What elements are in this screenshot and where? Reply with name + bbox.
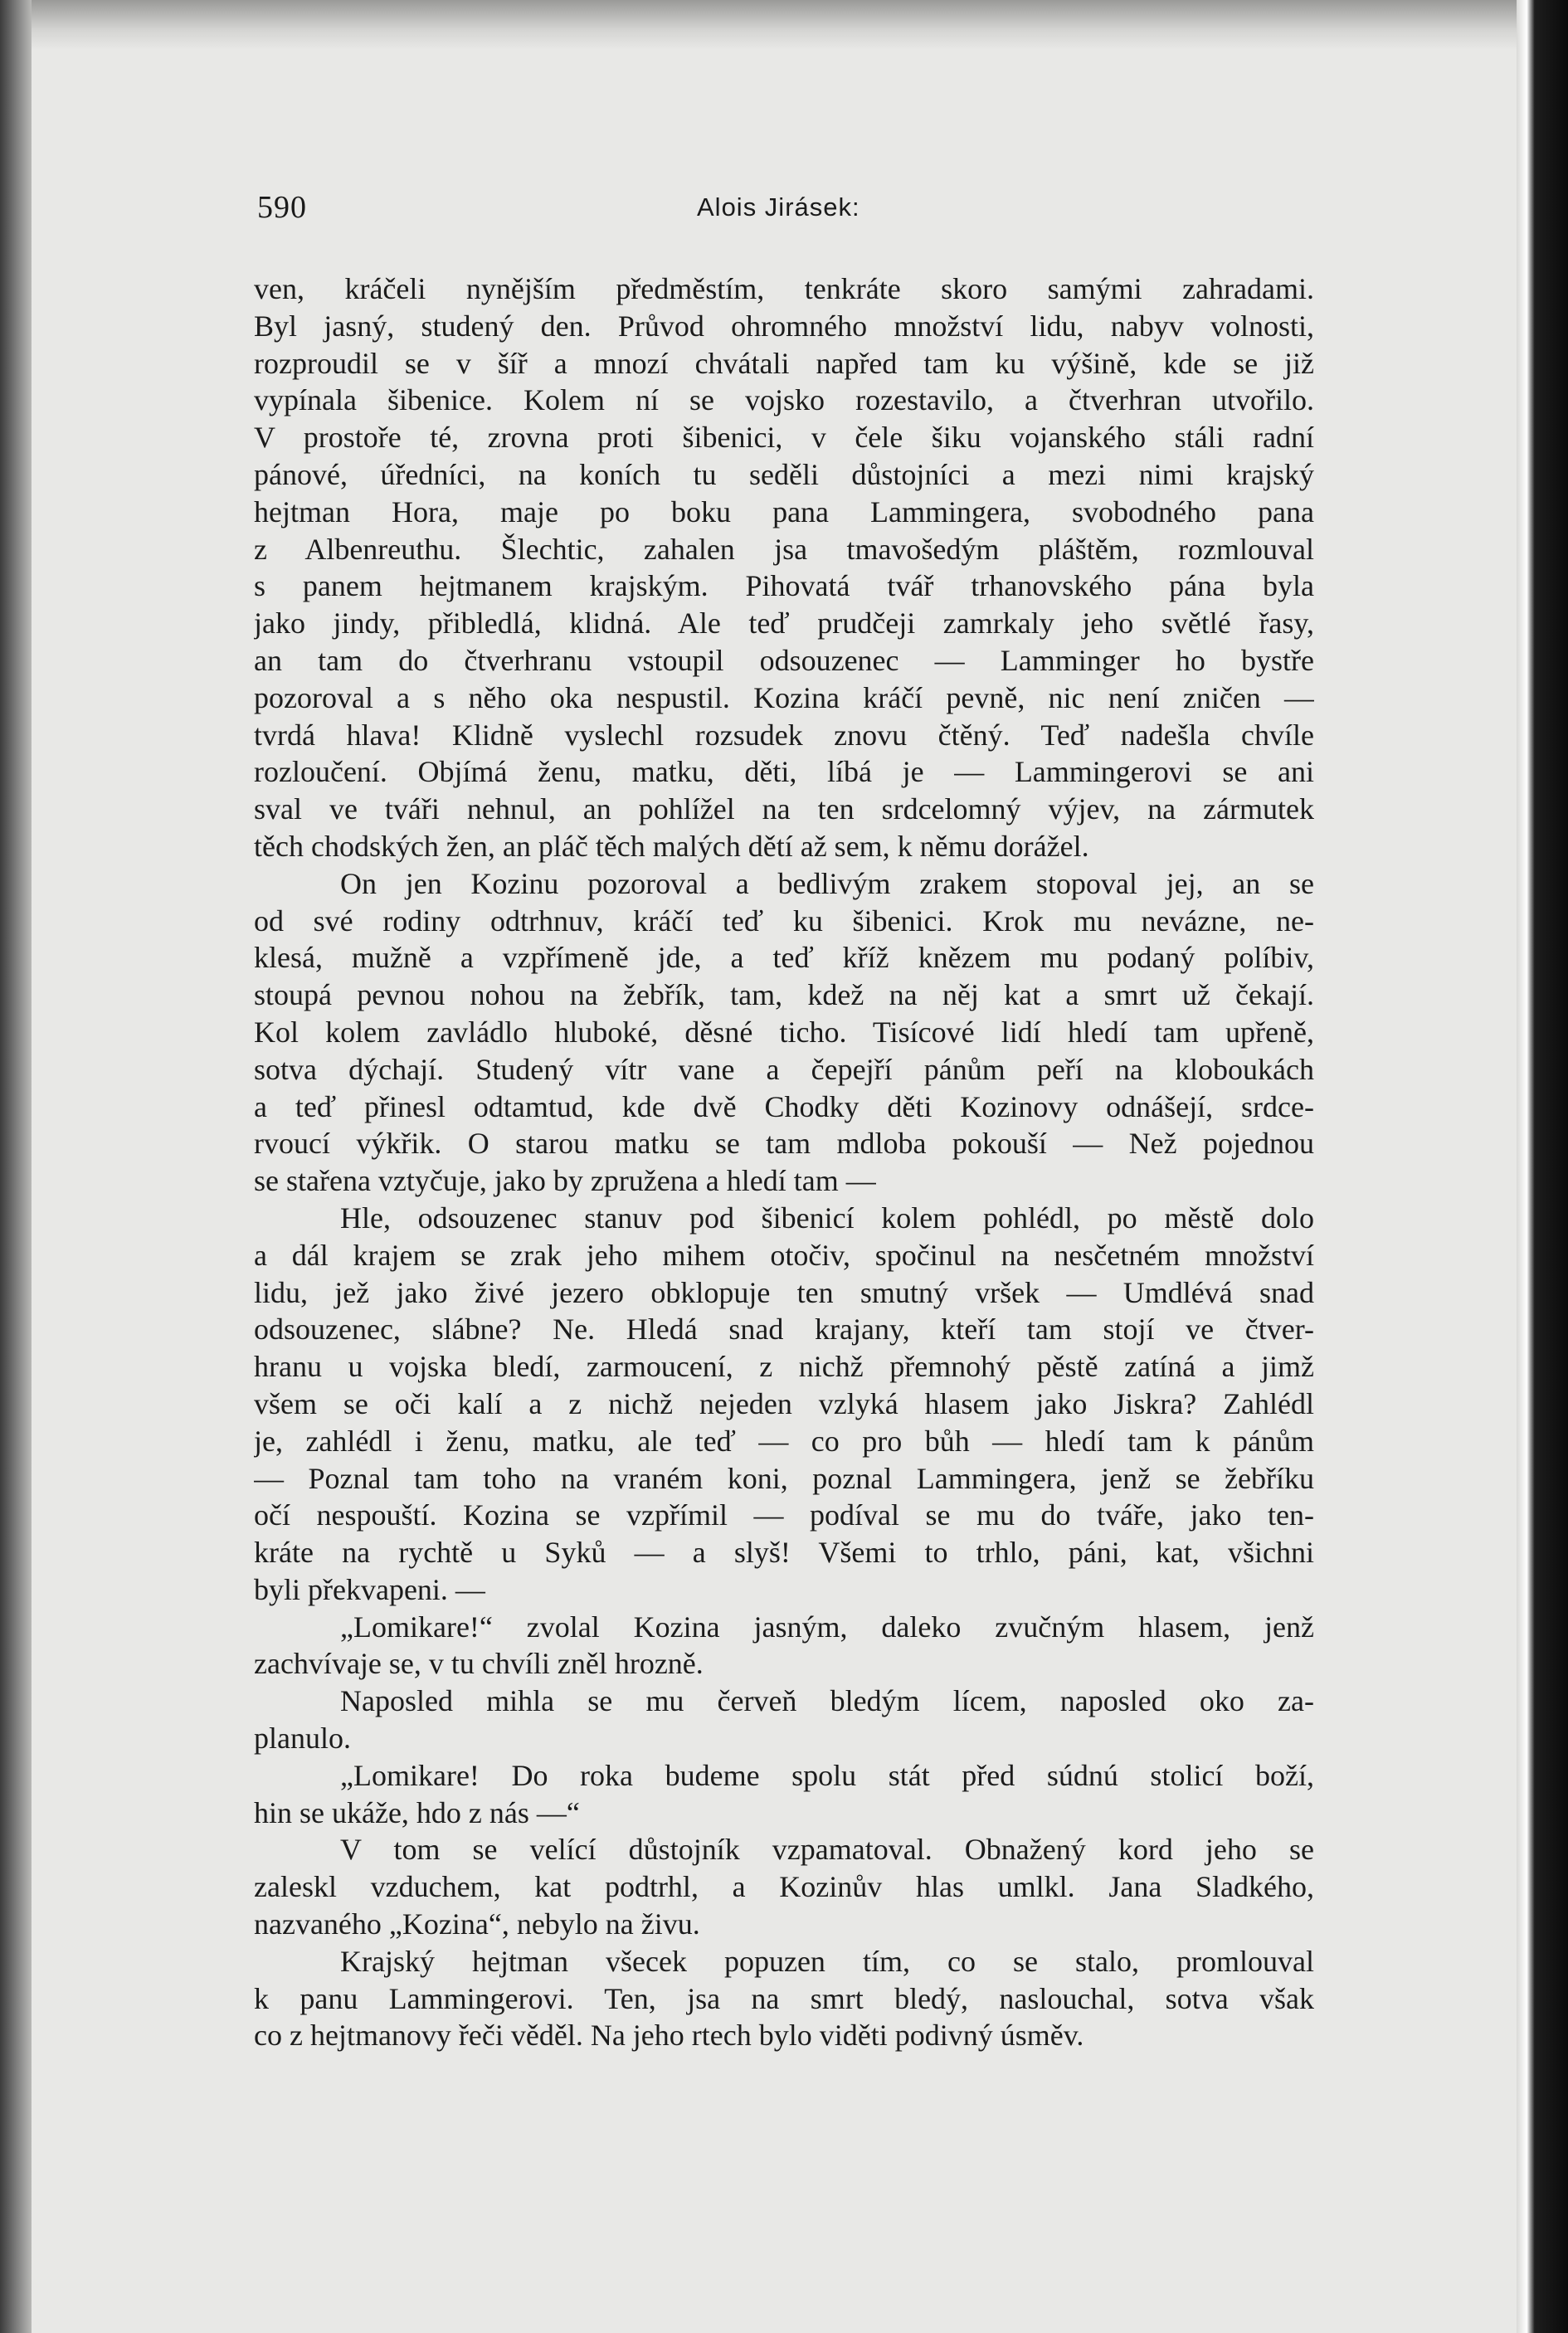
text-line: se stařena vztyčuje, jako by zpružena a hledí tam — [254,1164,876,1198]
page-top-shadow [0,0,1568,50]
text-line: an tam do čtverhranu vstoupil odsouzenec — Lamminger ho bystře [254,643,1314,677]
text-line: je, zahlédl i ženu, matku, ale teď — co pro bůh — hledí tam k pánům [254,1424,1314,1458]
paragraph [254,1757,1314,1832]
text-line: „Lomikare! Do roka budeme spolu stát před súdnú stolicí boží, [340,1758,1314,1792]
text-line: V tom se velící důstojník vzpamatoval. Obnažený kord jeho se [340,1833,1314,1867]
text-line: „Lomikare!“ zvolal Kozina jasným, daleko zvučným hlasem, jenž [340,1610,1314,1644]
text-line: tvrdá hlava! Klidně vyslechl rozsudek znovu čtěný. Teď nadešla chvíle [254,718,1314,752]
text-line: od své rodiny odtrhnuv, kráčí teď ku šibenici. Krok mu nevázne, ne- [254,903,1314,938]
text-line: V prostoře té, zrovna proti šibenici, v čele šiku vojanského stáli radní [254,421,1314,455]
text-line: Kol kolem zavládlo hluboké, děsné ticho. Tisícové lidí hledí tam upřeně, [254,1015,1314,1049]
text-line: ven, kráčeli nynějším předměstím, tenkráte skoro samými zahradami. [254,272,1314,305]
body-text [254,270,1314,2054]
text-line: Naposled mihla se mu červeň bledým lícem, naposled oko za- [340,1684,1314,1718]
text-line: hin se ukáže, hdo z nás —“ [254,1795,580,1829]
paragraph [254,1943,1314,2054]
text-line: planulo. [254,1722,351,1756]
text-line: hranu u vojska bledí, zarmoucení, z nichž přemnohý pěstě zatíná a jimž [254,1350,1314,1384]
text-line: těch chodských žen, an pláč těch malých dětí až sem, k němu dorážel. [254,829,1089,863]
text-line: rozproudil se v šíř a mnozí chvátali napřed tam ku výšině, kde se již [254,346,1314,380]
text-line: hejtman Hora, maje po boku pana Lammingera, svobodného pana [254,494,1314,528]
paragraph [254,1831,1314,1942]
text-line: očí nespouští. Kozina se vzpřímil — podíval se mu do tváře, jako ten- [254,1498,1314,1532]
paragraph [254,1200,1314,1609]
text-line: k panu Lammingerovi. Ten, jsa na smrt bledý, naslouchal, sotva však [254,1981,1314,2015]
text-line: Krajský hejtman všecek popuzen tím, co se stalo, promlouval [340,1944,1314,1978]
text-line: rozloučení. Objímá ženu, matku, děti, líbá je — Lammingerovi se ani [254,755,1314,789]
page-right-edge [1517,0,1568,2333]
text-line: jako jindy, přibledlá, klidná. Ale teď prudčeji zamrkaly jeho světlé řasy, [254,606,1314,640]
text-line: zachvívaje se, v tu chvíli zněl hrozně. [254,1647,704,1681]
text-line: stoupá pevnou nohou na žebřík, tam, kdež na něj kat a smrt už čekají. [254,978,1314,1012]
text-line: zaleskl vzduchem, kat podtrhl, a Kozinův hlas umlkl. Jana Sladkého, [254,1870,1314,1904]
page-header [257,189,1311,239]
text-line: lidu, jež jako živé jezero obklopuje ten smutný vršek — Umdlévá snad [254,1275,1314,1309]
text-line: byli překvapeni. — [254,1572,485,1606]
text-line: klesá, mužně a vzpřímeně jde, a teď kříž knězem mu podaný políbiv, [254,941,1314,975]
text-line: co z hejtmanovy řeči věděl. Na jeho rtech bylo viděti podivný úsměv. [254,2019,1084,2053]
paragraph [254,1683,1314,1757]
running-head: Alois Jirásek: [697,192,860,222]
text-line: všem se oči kalí a z nichž nejeden vzlyká hlasem jako Jiskra? Zahlédl [254,1386,1314,1420]
page-left-shadow [0,0,32,2333]
text-line: On jen Kozinu pozoroval a bedlivým zrakem stopoval jej, an se [340,866,1314,900]
paragraph [254,270,1314,865]
paragraph [254,865,1314,1200]
text-line: vypínala šibenice. Kolem ní se vojsko rozestavilo, a čtverhran utvořilo. [254,383,1314,417]
text-line: Byl jasný, studený den. Průvod ohromného množství lidu, nabyv volnosti, [254,309,1314,343]
text-line: odsouzenec, slábne? Ne. Hledá snad krajany, kteří tam stojí ve čtver- [254,1313,1314,1347]
text-line: a teď přinesl odtamtud, kde dvě Chodky děti Kozinovy odnášejí, srdce- [254,1089,1314,1123]
text-line: rvoucí výkřik. O starou matku se tam mdloba pokouší — Než pojednou [254,1127,1314,1161]
text-line: a dál krajem se zrak jeho mihem otočiv, spočinul na nesčetném množství [254,1238,1314,1272]
text-line: Hle, odsouzenec stanuv pod šibenicí kolem pohlédl, po městě dolo [340,1201,1314,1235]
text-line: sval ve tváři nehnul, an pohlížel na ten srdcelomný výjev, na zármutek [254,792,1314,826]
text-line: pánové, úředníci, na koních tu seděli důstojníci a mezi nimi krajský [254,457,1314,491]
text-line: kráte na rychtě u Syků — a slyš! Všemi to trhlo, páni, kat, všichni [254,1536,1314,1570]
text-line: — Poznal tam toho na vraném koni, poznal Lammingera, jenž se žebříku [254,1461,1314,1495]
page-number: 590 [257,190,307,225]
paragraph [254,1609,1314,1683]
text-line: nazvaného „Kozina“, nebylo na živu. [254,1907,700,1941]
text-line: pozoroval a s něho oka nespustil. Kozina kráčí pevně, nic není zničen — [254,680,1314,714]
text-line: s panem hejtmanem krajským. Pihovatá tvář trhanovského pána byla [254,569,1314,603]
text-line: z Albenreuthu. Šlechtic, zahalen jsa tmavošedým pláštěm, rozmlouval [254,532,1314,566]
text-line: sotva dýchají. Studený vítr vane a čepejří pánům peří na kloboukách [254,1052,1314,1086]
